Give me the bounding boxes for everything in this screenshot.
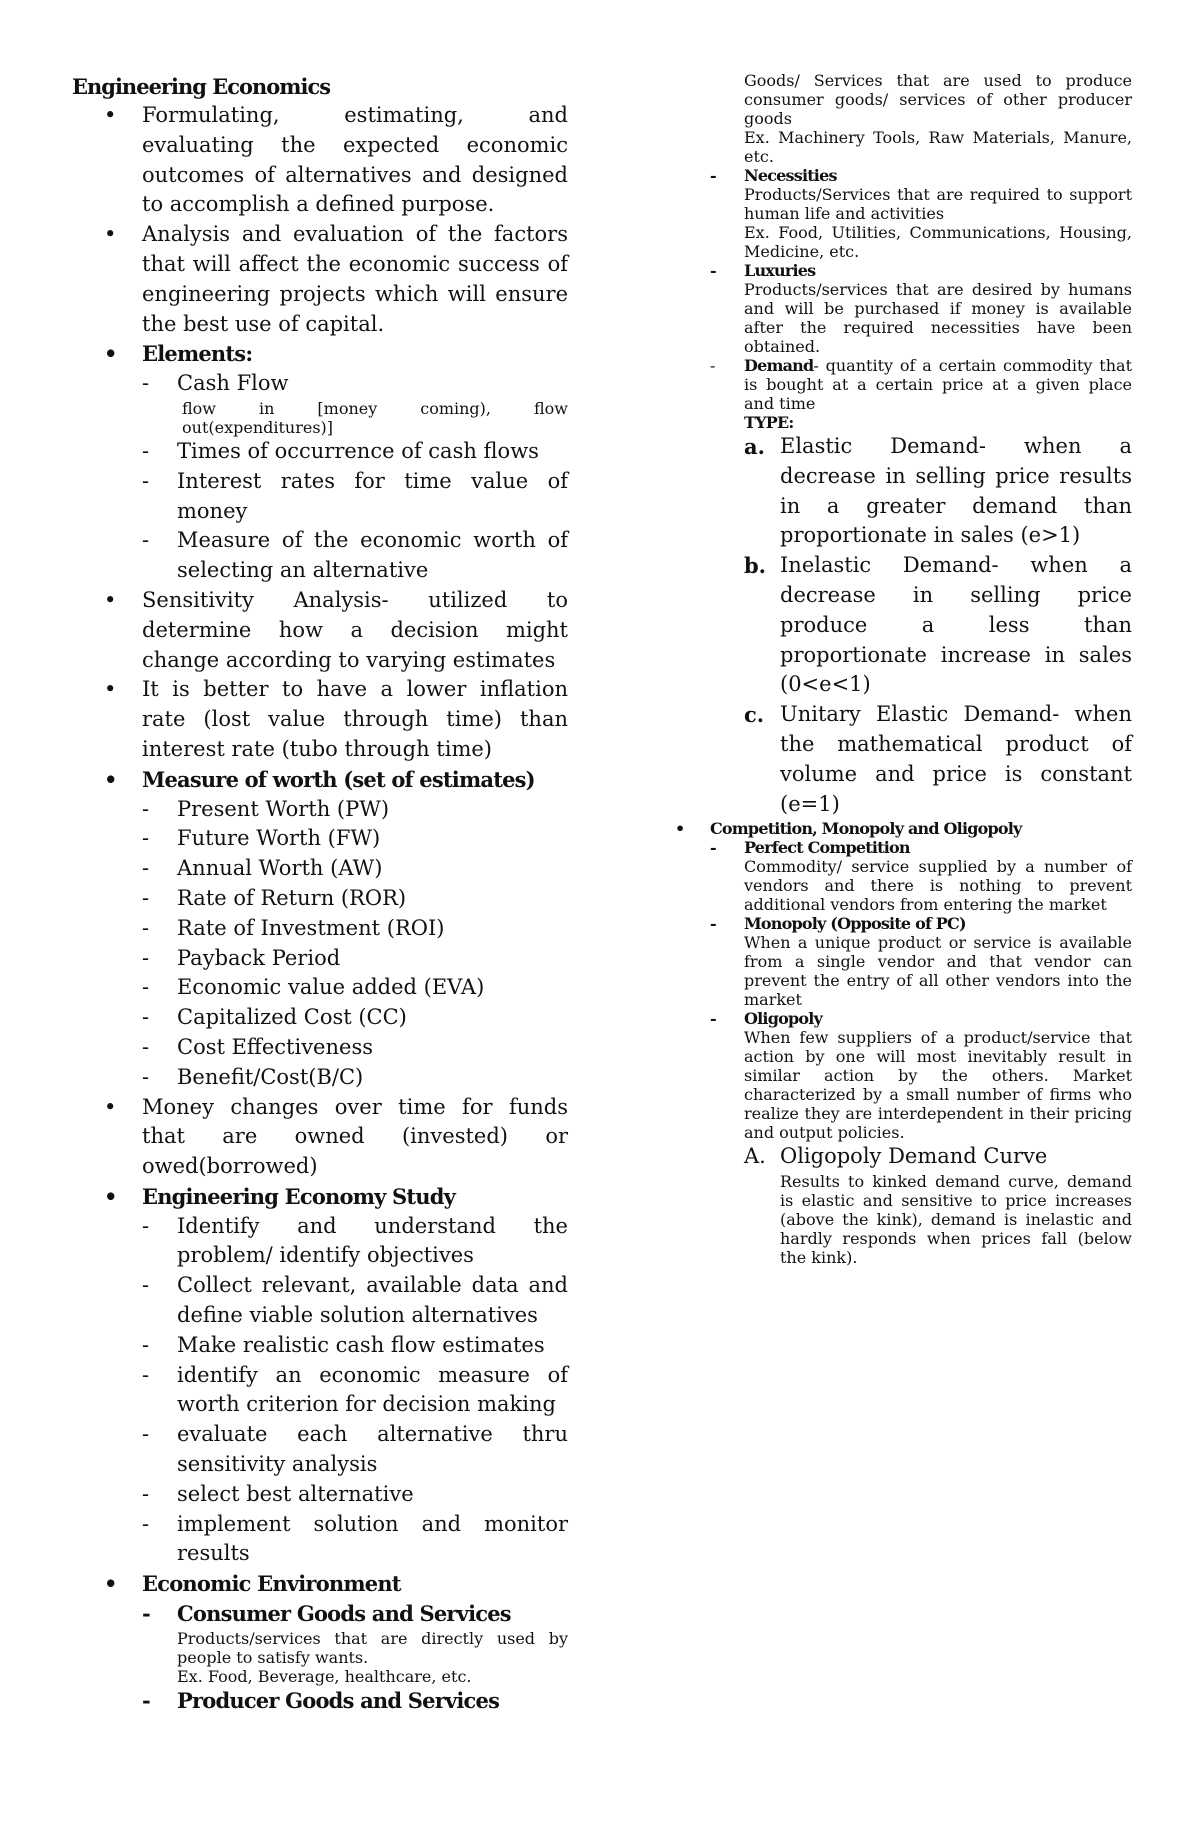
luxuries-heading: - Luxuries — [710, 261, 1132, 280]
type-a-text: Elastic Demand- when a decrease in selling price results in a greater demand than proportionate in sales (e>1) — [780, 434, 1132, 548]
mw-item: - Capitalized Cost (CC) — [72, 1003, 568, 1033]
demand-type-b — [710, 551, 1132, 700]
study-step: - identify an economic measure of worth criterion for decision making — [72, 1361, 568, 1421]
study-step: - evaluate each alternative thru sensitivity analysis — [72, 1420, 568, 1480]
type-c-text: Unitary Elastic Demand- when the mathematical product of volume and price is constant (e=1) — [780, 702, 1132, 816]
odc-marker: A. — [744, 1144, 766, 1169]
demand-item — [710, 356, 1132, 413]
mw-item: - Benefit/Cost(B/C) — [72, 1063, 568, 1093]
necessities-desc: Products/Services that are required to support human life and activities — [744, 185, 1132, 223]
demand-type-a — [710, 432, 1132, 551]
mw-item: - Present Worth (PW) — [72, 795, 568, 825]
bullet-economic-environment: • Economic Environment — [72, 1569, 568, 1599]
type-b-marker: b. — [744, 553, 766, 579]
necessities-heading: - Necessities — [710, 166, 1132, 185]
study-step: - Make realistic cash flow estimates — [72, 1331, 568, 1361]
consumer-goods-heading: - Consumer Goods and Services — [72, 1599, 568, 1629]
bullet-money-changes: • Money changes over time for funds that are owned (invested) or owed(borrowed) — [72, 1093, 568, 1182]
mw-item: - Rate of Investment (ROI) — [72, 914, 568, 944]
oligopoly-demand-curve — [710, 1142, 1132, 1172]
study-step: - select best alternative — [72, 1480, 568, 1510]
competition-heading: • Competition, Monopoly and Oligopoly — [710, 819, 1132, 838]
mw-item: - Payback Period — [72, 944, 568, 974]
consumer-goods-desc: Products/services that are directly used by people to satisfy wants. — [177, 1628, 568, 1667]
bullet-measure-of-worth: • Measure of worth (set of estimates) — [72, 765, 568, 795]
element-cash-flow: - Cash Flow — [72, 369, 568, 399]
oligopoly-demand-curve-desc: Results to kinked demand curve, demand is elastic and sensitive to price increases (above the kink), demand is inelastic and hardly responds when prices fall (below the kink). — [780, 1172, 1132, 1268]
demand-term: Demand — [744, 356, 814, 375]
producer-goods-example: Ex. Machinery Tools, Raw Materials, Manure, etc. — [744, 128, 1132, 166]
consumer-goods-example: Ex. Food, Beverage, healthcare, etc. — [177, 1666, 472, 1686]
demand-desc: - quantity of a certain commodity that is bought at a certain price at a given place and time — [744, 356, 1132, 413]
mw-item: - Cost Effectiveness — [72, 1033, 568, 1063]
monopoly-desc: When a unique product or service is available from a single vendor and that vendor can prevent the entry of all other vendors into the market — [744, 933, 1132, 1010]
study-step: - implement solution and monitor results — [72, 1510, 568, 1570]
document-title: Engineering Economics — [72, 74, 331, 99]
mw-item: - Rate of Return (ROR) — [72, 884, 568, 914]
perfect-competition-desc: Commodity/ service supplied by a number of vendors and there is nothing to prevent additional vendors from entering the market — [744, 857, 1132, 915]
study-step: - Collect relevant, available data and define viable solution alternatives — [72, 1271, 568, 1331]
element-measure: - Measure of the economic worth of selecting an alternative — [72, 526, 568, 586]
producer-goods-desc: Goods/ Services that are used to produce consumer goods/ services of other producer goods — [744, 71, 1132, 128]
bullet-sensitivity: • Sensitivity Analysis- utilized to determine how a decision might change according to varying estimates — [72, 586, 568, 675]
bullet-economy-study: • Engineering Economy Study — [72, 1182, 568, 1212]
demand-type-c — [710, 700, 1132, 819]
odc-title: Oligopoly Demand Curve — [780, 1144, 1048, 1169]
mw-item: - Future Worth (FW) — [72, 824, 568, 854]
type-b-text: Inelastic Demand- when a decrease in selling price produce a less than proportionate increase in sales (0<e<1) — [780, 553, 1132, 697]
right-blocks — [710, 71, 1132, 1267]
perfect-competition-heading: - Perfect Competition — [710, 838, 1132, 857]
monopoly-heading: - Monopoly (Opposite of PC) — [710, 914, 1132, 933]
mw-item: - Annual Worth (AW) — [72, 854, 568, 884]
bullet-definition-1: • Formulating, estimating, and evaluating the expected economic outcomes of alternatives and designed to accomplish a defined purpose. — [72, 101, 568, 220]
element-interest: - Interest rates for time value of money — [72, 467, 568, 527]
bullet-elements: • Elements: — [72, 339, 568, 369]
demand-type-label: TYPE: — [744, 413, 794, 432]
type-c-marker: c. — [744, 702, 765, 728]
left-bullets-1 — [72, 101, 568, 1716]
element-times: - Times of occurrence of cash flows — [72, 437, 568, 467]
mw-item: - Economic value added (EVA) — [72, 973, 568, 1003]
type-a-marker: a. — [744, 434, 765, 459]
oligopoly-heading: - Oligopoly — [710, 1009, 1132, 1028]
study-step: - Identify and understand the problem/ identify objectives — [72, 1212, 568, 1272]
oligopoly-desc: When few suppliers of a product/service that action by one will most inevitably result in similar action by the others. Market characterized by a small number of firms who realize they are interdependent in their pricing and output policies. — [744, 1028, 1132, 1143]
producer-goods-heading: - Producer Goods and Services — [72, 1686, 568, 1716]
bullet-definition-2: • Analysis and evaluation of the factors that will affect the economic success of engineering projects which will ensure the best use of capital. — [72, 220, 568, 339]
bullet-inflation: • It is better to have a lower inflation rate (lost value through time) than interest rate (tubo through time) — [72, 675, 568, 764]
luxuries-desc: Products/services that are desired by humans and will be purchased if money is available after the required necessities have been obtained. — [744, 280, 1132, 356]
necessities-example: Ex. Food, Utilities, Communications, Housing, Medicine, etc. — [744, 223, 1132, 261]
element-cash-flow-detail: flow in [money coming), flow out(expenditures)] — [182, 398, 568, 437]
